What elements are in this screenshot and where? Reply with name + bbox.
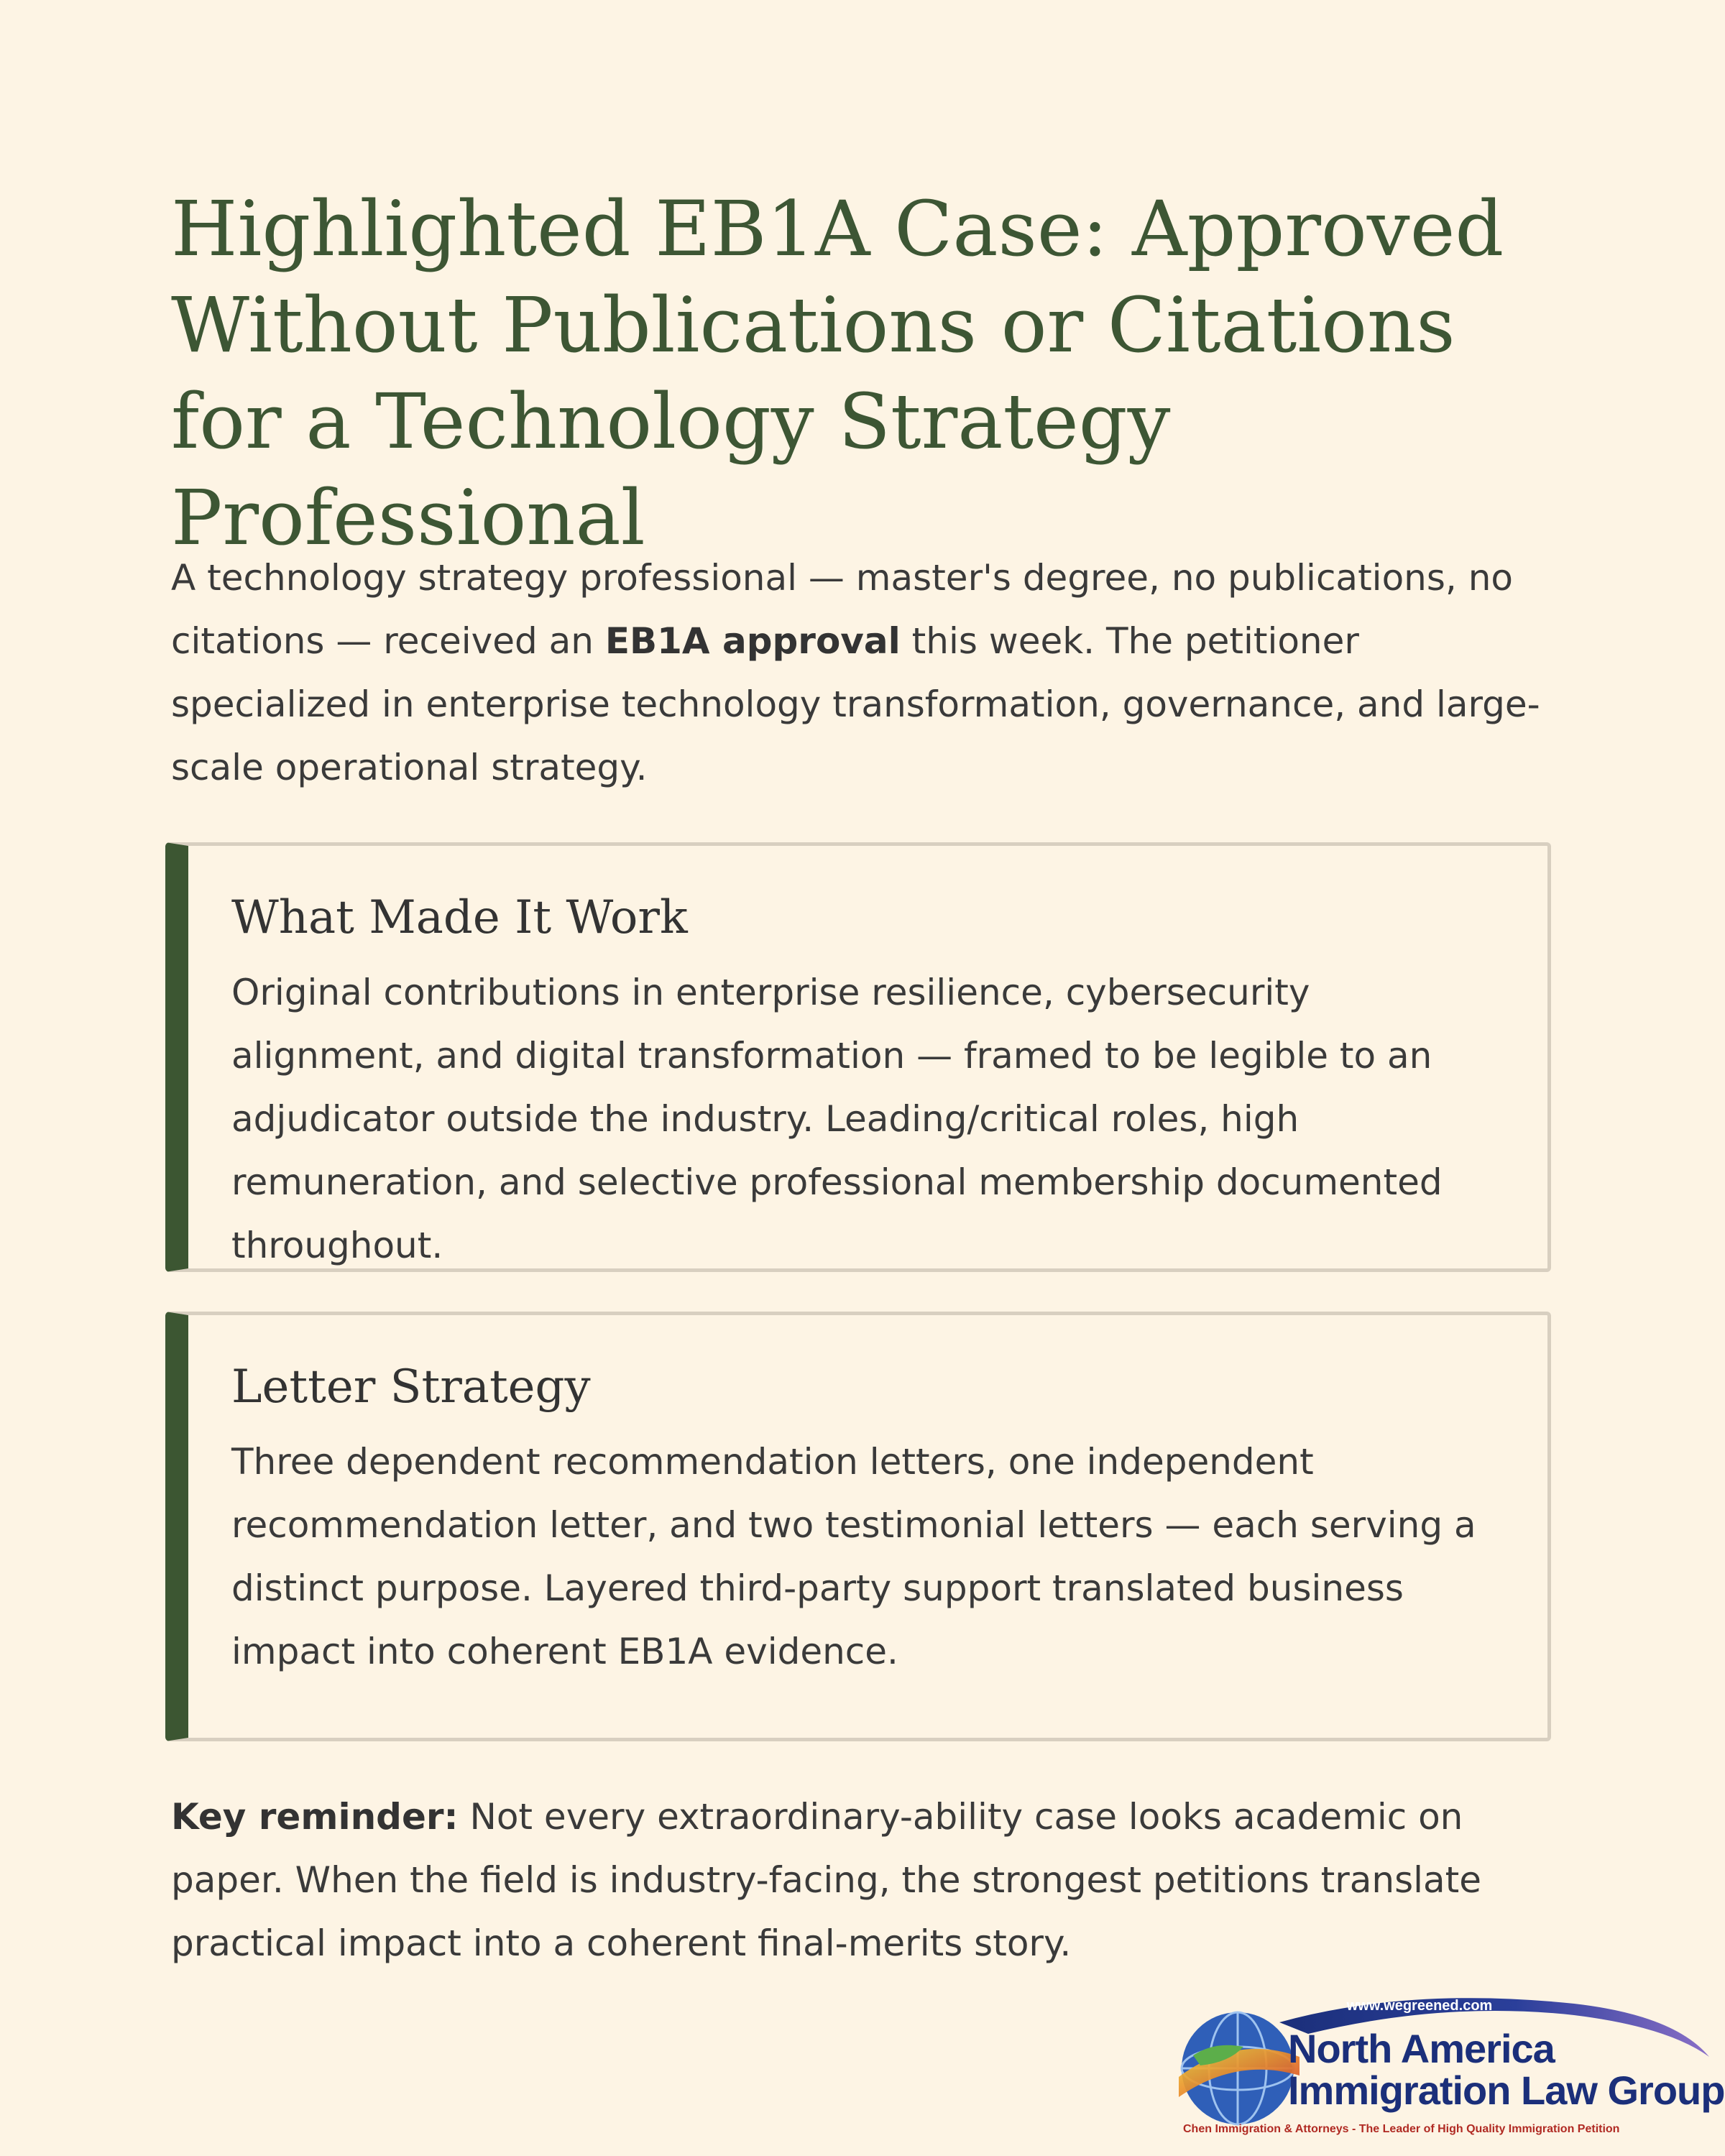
intro-text-start: A technology strategy professional — master's degree, no publications, no citations — received an: [171, 557, 1513, 662]
card-heading: What Made It Work: [231, 891, 688, 944]
page-title: Highlighted EB1A Case: Approved Without Publications or Citations for a Technology Strategy Professional: [171, 185, 1504, 562]
key-reminder-text: Not every extraordinary-ability case looks academic on paper. When the field is industry-facing, the strongest petitions translate practical impact into a coherent final-merits story.: [171, 1796, 1482, 1964]
card-body: Three dependent recommendation letters, one independent recommendation letter, and two testimonial letters — each serving a distinct purpose. Layered third-party support translated business impact into coherent EB1A evidence.: [231, 1441, 1476, 1672]
logo-tagline: Chen Immigration & Attorneys - The Leader of High Quality Immigration Petition: [1183, 2123, 1620, 2135]
key-reminder-label: Key reminder:: [171, 1796, 459, 1838]
logo-website: www.wegreened.com: [1346, 1998, 1493, 2014]
globe-icon: [1179, 2012, 1300, 2124]
what-made-it-work-card: [165, 842, 1551, 1272]
intro-text-end: this week. The petitioner specialized in enterprise technology transformation, governance, and large-scale operational strategy.: [171, 620, 1540, 788]
law-group-logo: [1172, 1991, 1725, 2150]
letter-strategy-card: [165, 1312, 1551, 1741]
intro-highlight: EB1A approval: [604, 620, 901, 662]
intro-paragraph: [171, 546, 1565, 799]
logo-name-line2: Immigration Law Group: [1288, 2068, 1725, 2113]
logo-name-line1: North America: [1288, 2026, 1555, 2071]
card-body: Original contributions in enterprise resilience, cybersecurity alignment, and digital transformation — framed to be legible to an adjudicator outside the industry. Leading/critical roles, high remuneration, and selective professional membership documented throughout.: [231, 972, 1443, 1266]
card-heading: Letter Strategy: [231, 1360, 591, 1414]
key-reminder: [171, 1785, 1565, 1975]
